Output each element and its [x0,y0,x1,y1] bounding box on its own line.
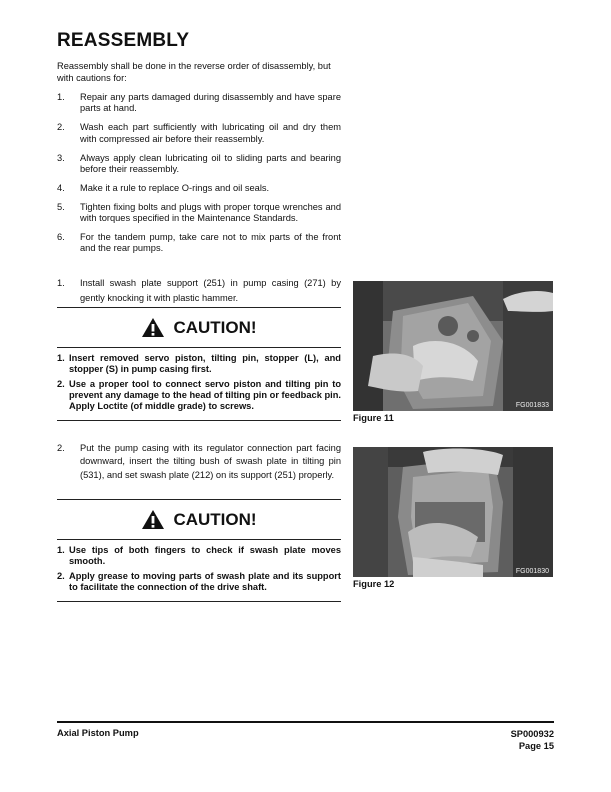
caution-box-1 [57,307,341,421]
list-item: 1. Use tips of both fingers to check if swash plate moves smooth. [57,545,341,567]
document-id: SP000932 [510,729,554,739]
reassembly-cautions-list [57,92,341,263]
footer-page-info [511,728,554,752]
list-item: 3. Always apply clean lubricating oil to sliding parts and bearing before their reassembly. [57,152,341,174]
caution-list [57,348,341,420]
caution-list [57,540,341,601]
list-item: 2. Use a proper tool to connect servo piston and tilting pin to prevent any damage to the head of tilting pin or feedback pin. Apply Loctite (of middle grade) to screws. [57,378,341,412]
figure-11-photo [353,281,553,411]
figure-code: FG001830 [515,568,549,575]
list-item: 1. Repair any parts damaged during disassembly and have spare parts at hand. [57,92,341,114]
footer-divider [57,721,554,723]
caution-label: CAUTION! [173,317,257,337]
page-number: Page 15 [518,741,554,751]
caution-box-2 [57,499,341,602]
caution-header [57,308,341,348]
footer-section-title: Axial Piston Pump [57,728,139,738]
caution-label: CAUTION! [173,509,257,529]
page-title: REASSEMBLY [57,30,190,51]
list-item: 4. Make it a rule to replace O-rings and oil seals. [57,182,270,193]
list-item: 1. Insert removed servo piston, tilting pin, stopper (L), and stopper (S) in pump casing first. [57,353,341,375]
list-item: 2. Wash each part sufficiently with lubricating oil and dry them with compressed air before their reassembly. [57,122,341,144]
list-item: 6. For the tandem pump, take care not to mix parts of the front and the rear pumps. [57,232,341,254]
list-item: 2. Apply grease to moving parts of swash plate and its support to facilitate the connection of the drive shaft. [57,570,341,593]
figure-12-label: Figure 12 [353,579,395,589]
warning-triangle-icon [141,509,165,530]
list-item: 5. Tighten fixing bolts and plugs with proper torque wrenches and with torques specified in the Maintenance Standards. [57,201,341,224]
pump-casing-photo-illustration [353,281,553,411]
caution-header [57,500,341,540]
procedure-step-2: 2. Put the pump casing with its regulator connection part facing downward, insert the tilting bush of swash plate in tilting pin (531), and set swash plate (212) on its support (251) properly. [57,443,341,480]
warning-triangle-icon [141,317,165,338]
swash-plate-photo-illustration [353,447,553,577]
intro-text: Reassembly shall be done in the reverse order of disassembly, but with cautions for: [57,61,331,84]
procedure-step-1: 1. Install swash plate support (251) in pump casing (271) by gently knocking it with plastic hammer. [57,278,341,303]
figure-11-label: Figure 11 [353,413,394,423]
figure-code: FG001833 [515,402,549,409]
figure-12-photo [353,447,553,577]
